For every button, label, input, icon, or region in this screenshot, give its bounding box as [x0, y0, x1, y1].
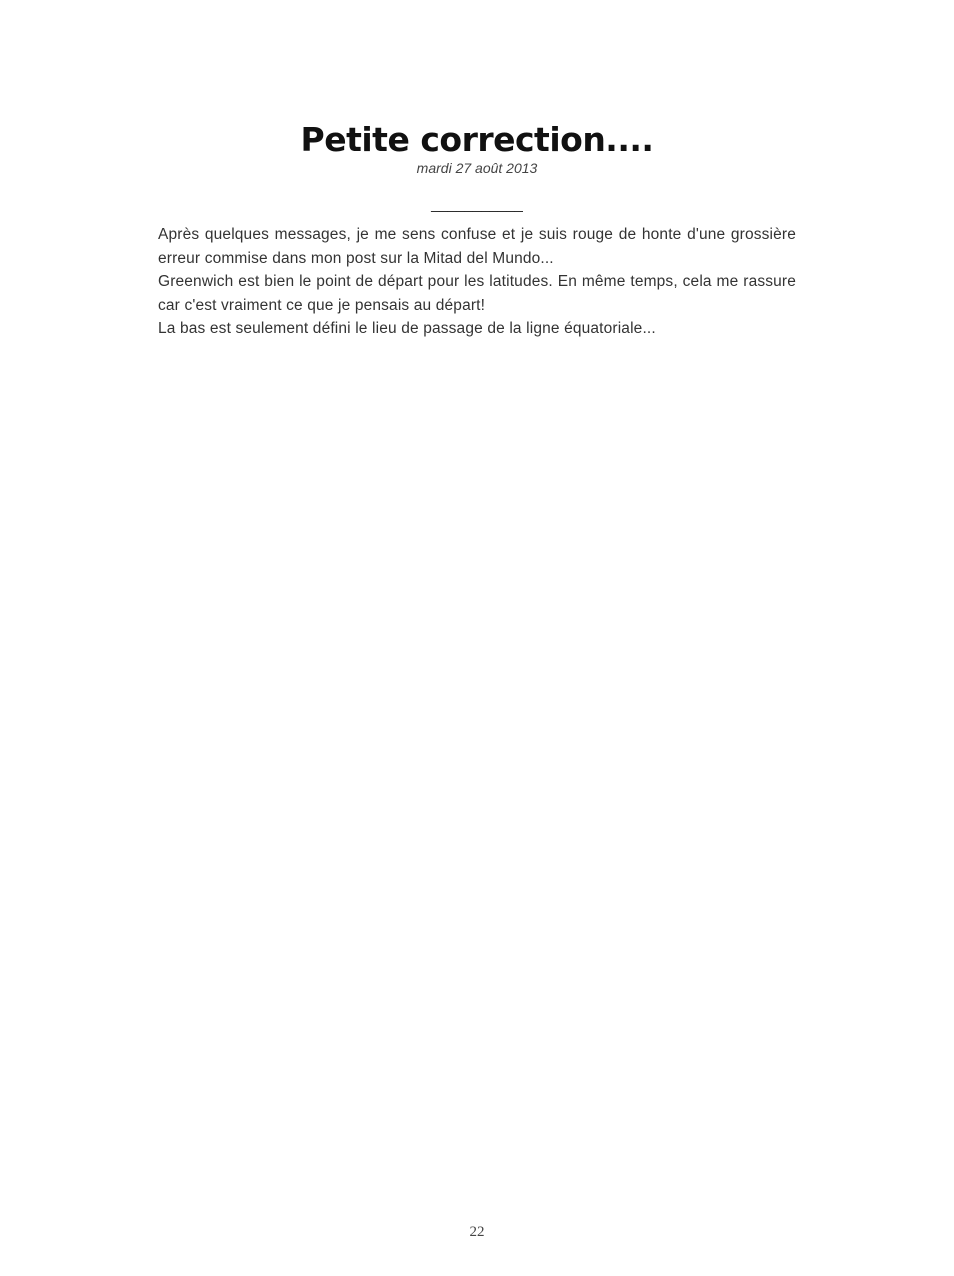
paragraph: Après quelques messages, je me sens confuse et je suis rouge de honte d'une grossière erreur commise dans mon post sur la Mitad del Mundo...: [158, 226, 796, 267]
title-separator: ___________: [431, 196, 523, 213]
post-date: mardi 27 août 2013: [416, 160, 538, 176]
post-body: [158, 223, 796, 341]
paragraph: Greenwich est bien le point de départ pour les latitudes. En même temps, cela me rassure car c'est vraiment ce que je pensais au départ!: [158, 273, 796, 314]
post-title: Petite correction....: [300, 120, 654, 159]
paragraph: La bas est seulement défini le lieu de passage de la ligne équatoriale...: [158, 320, 656, 337]
page-number: 22: [469, 1224, 485, 1240]
